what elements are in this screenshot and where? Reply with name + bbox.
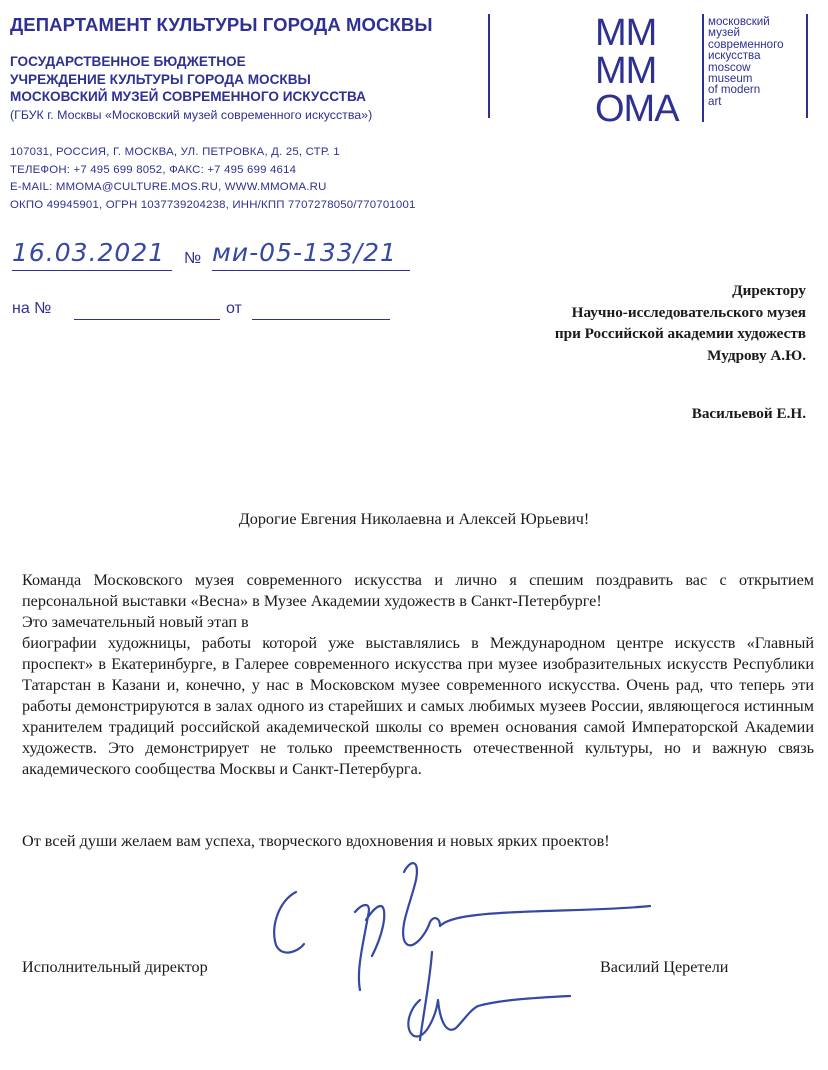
logo-text-line: moscow: [708, 60, 751, 74]
org-line-3: МОСКОВСКИЙ МУЗЕЙ СОВРЕМЕННОГО ИСКУССТВА: [10, 89, 366, 104]
logo-text-line: московский: [708, 15, 770, 28]
closing-wish: От всей души желаем вам успеха, творческого вдохновения и новых ярких проектов!: [22, 832, 610, 850]
addressee-position: Директору: [732, 282, 806, 299]
org-line-1: ГОСУДАРСТВЕННОЕ БЮДЖЕТНОЕ: [10, 54, 246, 69]
outgoing-number: ми-05-133/21: [212, 238, 410, 271]
logo-text-line: музей: [708, 26, 741, 40]
logo-text-line: современного: [708, 37, 784, 51]
addressee-name-2: Васильевой Е.Н.: [691, 405, 806, 422]
logo-row-3: OMA: [595, 88, 679, 130]
postal-address: 107031, РОССИЯ, Г. МОСКВА, УЛ. ПЕТРОВКА, Д. 25, СТР. 1: [10, 146, 340, 158]
paragraph-2: биографии художницы, работы которой уже выставлялись в Международном центре искусств «Главный проспект» в Екатеринбурге, в Галерее современного искусства при музее изобразительных искусств Республики Татарстан в Казани и, конечно, у нас в Московском музее современного искусства. Очень рад, что теперь эти работы демонстрируются в залах одного из старейших и самых любимых музеев России, являющегося истинным хранителем традиций российской академической школы со времен основания самой Императорской Академии художеств. Это демонстрирует не только преемственность отечественной культуры, но и важную связь академического сообщества Москвы и Санкт-Петербурга.: [22, 634, 814, 778]
org-line-2: УЧРЕЖДЕНИЕ КУЛЬТУРЫ ГОРОДА МОСКВЫ: [10, 71, 311, 87]
logo-row-1: ММ: [595, 12, 657, 54]
addressee-name-1: Мудрову А.Ю.: [707, 346, 806, 364]
reply-number-label: на №: [12, 300, 52, 317]
department-title: ДЕПАРТАМЕНТ КУЛЬТУРЫ ГОРОДА МОСКВЫ: [10, 14, 433, 35]
number-label: №: [184, 250, 202, 267]
signatory-position: Исполнительный директор: [22, 958, 208, 976]
logo-text-line: museum: [708, 72, 753, 86]
addressee-organization: Научно-исследовательского музея: [571, 303, 806, 321]
paragraph-1-tail: Это замечательный новый этап в: [22, 613, 249, 631]
outgoing-date: 16.03.2021: [12, 238, 172, 271]
email-website: E-MAIL: MMOMA@CULTURE.MOS.RU, WWW.MMOMA.RU: [10, 181, 327, 194]
logo-row-2: ММ: [595, 50, 657, 92]
signatory-name: Василий Церетели: [600, 958, 729, 976]
phone-fax: ТЕЛЕФОН: +7 495 699 8052, ФАКС: +7 495 699 4614: [10, 163, 297, 176]
paragraph-1: Команда Московского музея современного искусства и лично я спешим поздравить вас с открытием персональной выставки «Весна» в Музее Академии художеств в Санкт-Петербурге!: [22, 571, 814, 610]
logo-text-line: of modern: [708, 83, 761, 97]
greeting: Дорогие Евгения Николаевна и Алексей Юрьевич!: [238, 510, 590, 528]
organization-short-name: (ГБУК г. Москвы «Московский музей современного искусства»): [10, 108, 373, 122]
logo-text-line: искусства: [708, 49, 761, 63]
logo-text-line: art: [708, 94, 722, 108]
registration-codes: ОКПО 49945901, ОГРН 1037739204238, ИНН/КПП 7707278050/770701001: [10, 198, 416, 211]
reply-from-label: от: [226, 300, 242, 317]
addressee-organization-2: при Российской академии художеств: [554, 325, 806, 342]
